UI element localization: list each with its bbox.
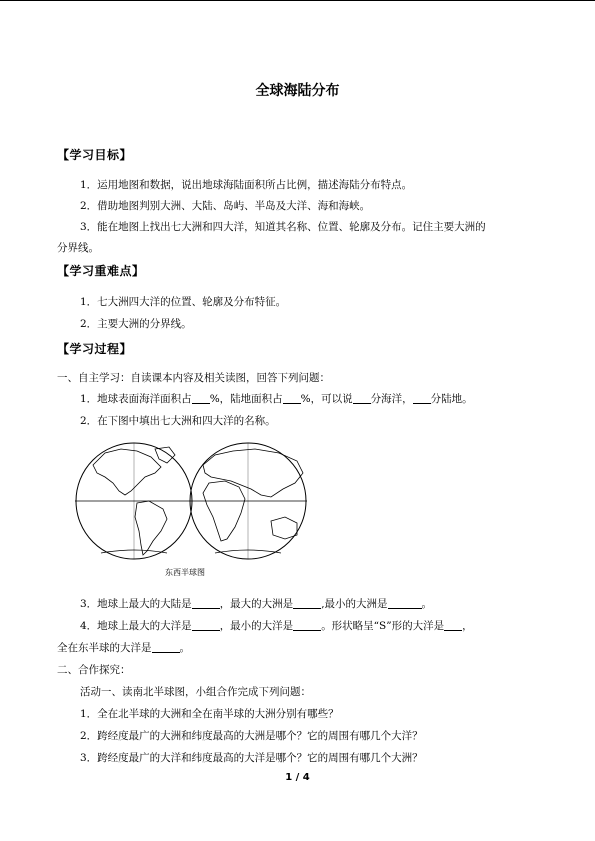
activity-question: 1．全在北半球的大洲和全在南半球的大洲分别有哪些？ (80, 708, 339, 720)
answer-blank[interactable] (444, 619, 462, 631)
difficulty-item: 1．七大洲四大洋的位置、轮廓及分布特征。 (80, 296, 287, 308)
section-heading-process: 【学习过程】 (57, 342, 133, 356)
answer-blank[interactable] (192, 619, 220, 631)
activity-question: 3．跨经度最广的大洋和纬度最高的大洋是哪个？它的周围有哪几个大洲？ (80, 752, 423, 764)
goal-item-continued: 分界线。 (57, 242, 99, 254)
page-top-rule (0, 0, 595, 1)
answer-blank[interactable] (283, 392, 301, 404)
page-title: 全球海陆分布 (255, 83, 340, 99)
difficulty-item: 2．主要大洲的分界线。 (80, 318, 192, 330)
answer-blank[interactable] (293, 619, 321, 631)
answer-blank[interactable] (353, 392, 371, 404)
world-map-icon (75, 437, 307, 582)
question-2: 2．在下图中填出七大洲和四大洋的名称。 (80, 415, 276, 427)
goal-item: 1．运用地图和数据，说出地球海陆面积所占比例，描述海陆分布特点。 (80, 179, 413, 191)
question-3: 3．地球上最大的大陆是 ，最大的大洲是 ,最小的大洲是 。 (80, 598, 433, 610)
hemisphere-map (75, 437, 307, 582)
answer-blank[interactable] (192, 392, 210, 404)
answer-blank[interactable] (192, 597, 220, 609)
goal-item: 3．能在地图上找出七大洲和四大洋，知道其名称、位置、轮廓及分布。记住主要大洲的 (80, 221, 486, 233)
section-heading-goals: 【学习目标】 (57, 148, 133, 162)
question-4: 4．地球上最大的大洋是 ，最小的大洋是 。形状略呈“S”形的大洋是 ， (80, 620, 473, 632)
question-1: 1．地球表面海洋面积占 %，陆地面积占 %，可以说 分海洋， 分陆地。 (80, 393, 473, 405)
answer-blank[interactable] (152, 641, 180, 653)
answer-blank[interactable] (388, 597, 422, 609)
question-4-continued: 全在东半球的大洋是 。 (57, 642, 190, 654)
activity-question: 2．跨经度最广的大洲和纬度最高的大洲是哪个？它的周围有哪几个大洋？ (80, 730, 423, 742)
activity-1: 活动一、读南北半球图，小组合作完成下列问题： (80, 686, 311, 698)
part1-heading: 一、自主学习：自读课本内容及相关读图，回答下列问题： (57, 372, 330, 384)
page-number: 1 / 4 (285, 772, 310, 783)
goal-item: 2．借助地图判别大洲、大陆、岛屿、半岛及大洋、海和海峡。 (80, 200, 371, 212)
section-heading-difficulties: 【学习重难点】 (57, 264, 145, 278)
map-caption: 东西半球图 (165, 568, 205, 577)
answer-blank[interactable] (413, 392, 431, 404)
answer-blank[interactable] (293, 597, 321, 609)
part2-heading: 二、合作探究： (57, 664, 131, 676)
